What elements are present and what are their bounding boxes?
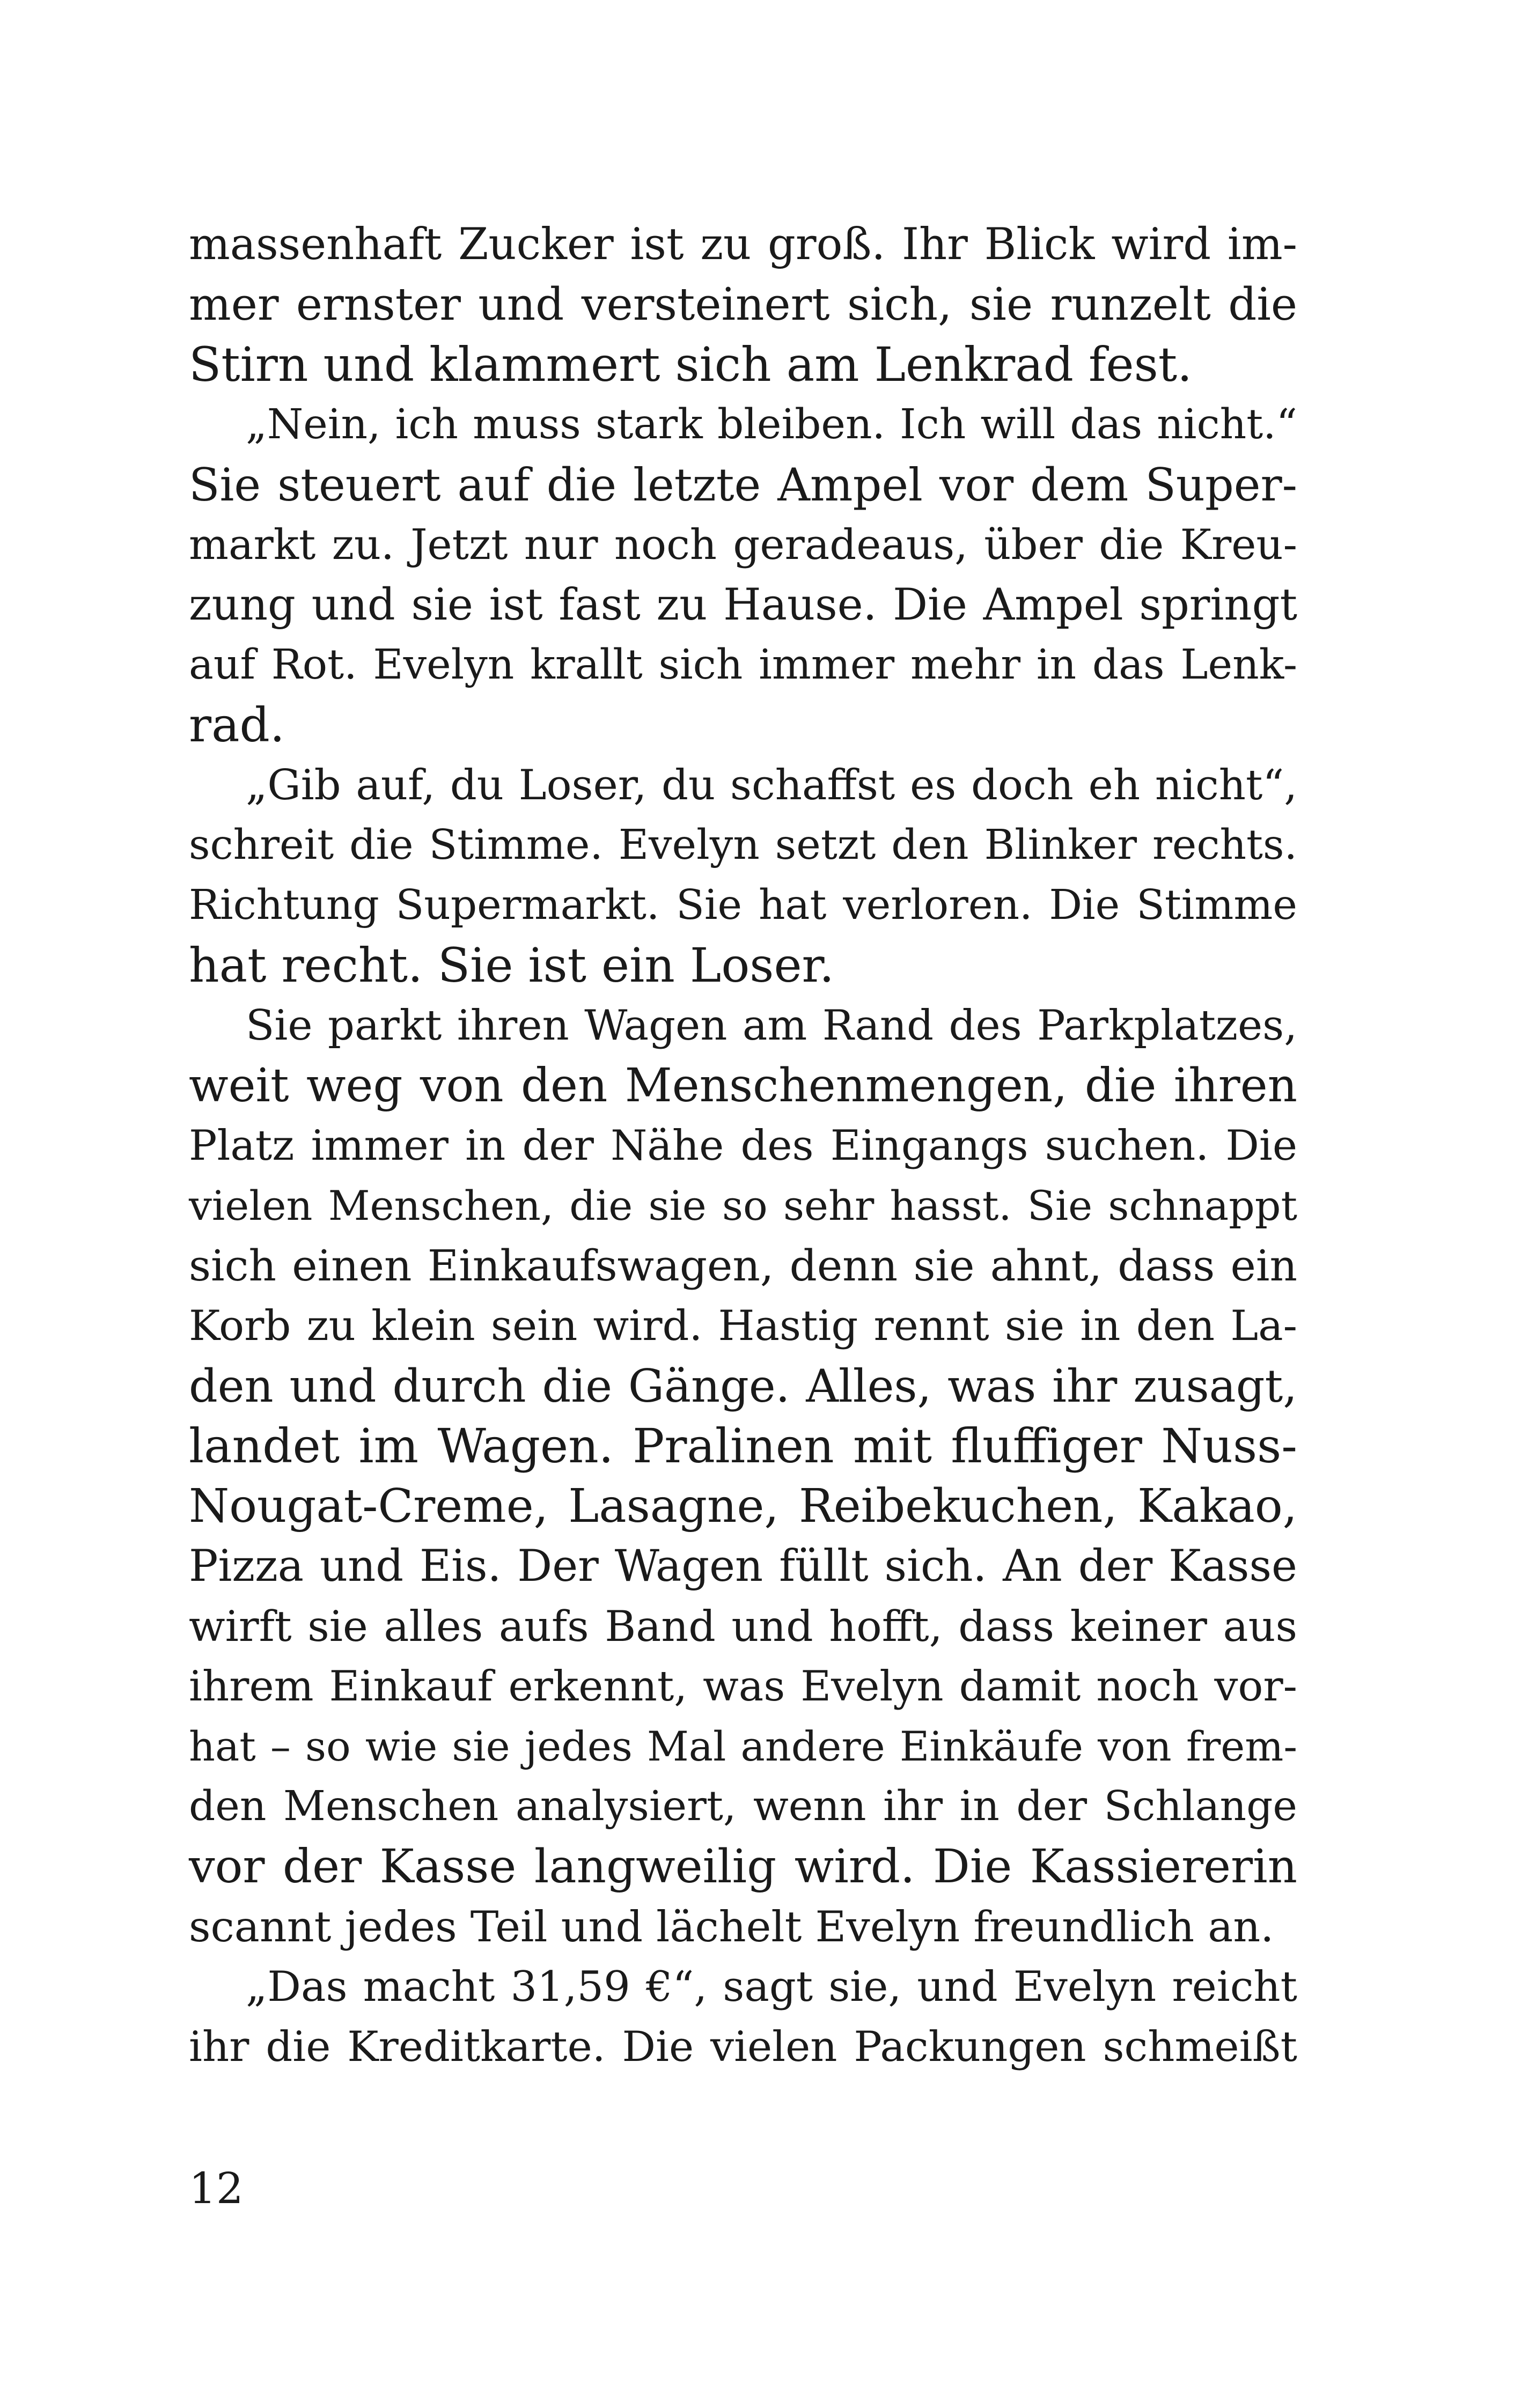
body-text [189,215,1297,2077]
text-line: Nougat-Creme, Lasagne, Reibekuchen, Kakao, [189,1479,1297,1533]
text-line: vielen Menschen, die sie so sehr hasst. Sie schnappt [189,1182,1297,1229]
text-line: Sie parkt ihren Wagen am Rand des Parkplatzes, [246,1002,1297,1050]
text-line: ihrem Einkauf erkennt, was Evelyn damit noch vor- [189,1662,1297,1711]
text-line: Korb zu klein sein wird. Hastig rennt sie in den La- [189,1302,1297,1350]
text-line: vor der Kasse langweilig wird. Die Kassiererin [189,1840,1297,1894]
text-line: markt zu. Jetzt nur noch geradeaus, über die Kreu- [189,521,1297,569]
text-line: Pizza und Eis. Der Wagen füllt sich. An der Kasse [189,1541,1297,1592]
text-line: schreit die Stimme. Evelyn setzt den Blinker rechts. [189,821,1297,869]
text-line: ihr die Kreditkarte. Die vielen Packungen schmeißt [189,2023,1297,2071]
text-line: wirft sie alles aufs Band und hofft, dass keiner aus [189,1602,1297,1651]
text-line: den und durch die Gänge. Alles, was ihr zusagt, [189,1360,1297,1412]
text-line: „Nein, ich muss stark bleiben. Ich will das nicht.“ [246,401,1297,448]
text-line: auf Rot. Evelyn krallt sich immer mehr in das Lenk- [189,641,1297,689]
text-line: den Menschen analysiert, wenn ihr in der Schlange [189,1783,1297,1830]
text-line: rad. [189,697,285,753]
text-line: mer ernster und versteinert sich, sie runzelt die [189,278,1297,330]
text-line: weit weg von den Menschenmengen, die ihren [189,1059,1297,1113]
text-line: scannt jedes Teil und lächelt Evelyn freundlich an. [189,1902,1274,1952]
text-line: Stirn und klammert sich am Lenkrad fest. [189,337,1193,392]
text-line: hat recht. Sie ist ein Loser. [189,938,834,993]
page-number: 12 [189,2163,244,2213]
text-line: „Gib auf, du Loser, du schaffst es doch eh nicht“, [246,761,1297,809]
text-line: „Das macht 31,59 €“, sagt sie, und Evelyn reicht [246,1963,1297,2011]
text-line: Sie steuert auf die letzte Ampel vor dem Super- [189,459,1297,511]
text-line: landet im Wagen. Pralinen mit fluffiger Nuss- [189,1418,1297,1474]
text-line: Platz immer in der Nähe des Eingangs suchen. Die [189,1122,1297,1170]
text-line: massenhaft Zucker ist zu groß. Ihr Blick wird im- [189,219,1297,270]
text-line: zung und sie ist fast zu Hause. Die Ampel springt [189,580,1297,630]
text-line: Richtung Supermarkt. Sie hat verloren. Die Stimme [189,881,1297,929]
text-line: hat – so wie sie jedes Mal andere Einkäufe von frem- [189,1722,1297,1770]
text-line: sich einen Einkaufswagen, denn sie ahnt, dass ein [189,1241,1297,1291]
